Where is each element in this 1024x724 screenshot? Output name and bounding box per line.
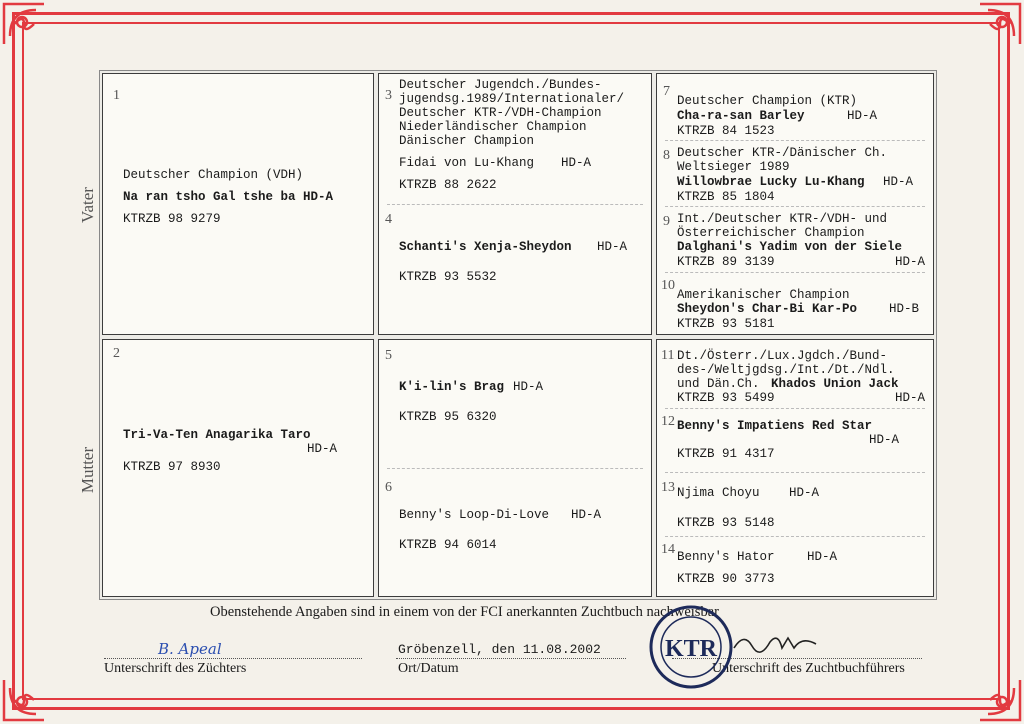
hd-grade: HD-A — [895, 391, 926, 405]
pedigree-cell-3-4 — [378, 73, 652, 335]
registration-number: KTRZB 85 1804 — [677, 190, 775, 204]
hd-grade: HD-A — [807, 550, 838, 564]
dog-name: Benny's Hator — [677, 550, 775, 564]
hd-grade: HD-A — [847, 109, 878, 123]
dog-name: Fidai von Lu-Khang — [399, 156, 535, 170]
hd-grade: HD-A — [789, 486, 820, 500]
cell-title: und Dän.Ch. — [677, 377, 760, 391]
registration-number: KTRZB 94 6014 — [399, 538, 497, 552]
corner-ornament-icon — [976, 676, 1024, 724]
divider — [665, 140, 925, 141]
hd-grade: HD-A — [561, 156, 592, 170]
fci-notice: Obenstehende Angaben sind in einem von der FCI anerkannten Zuchtbuch nachweisbar — [210, 604, 719, 620]
registration-number: KTRZB 91 4317 — [677, 447, 775, 461]
hd-grade: HD-A — [869, 433, 900, 447]
cell-title: Amerikanischer Champion — [677, 288, 850, 302]
divider — [387, 468, 643, 469]
pedigree-cell-11-14 — [656, 339, 934, 597]
cell-title: Deutscher Champion (VDH) — [123, 168, 304, 182]
cell-title: Deutscher KTR-/VDH-Champion — [399, 106, 602, 120]
registration-number: KTRZB 93 5181 — [677, 317, 775, 331]
dog-name: Schanti's Xenja-Sheydon — [399, 240, 572, 254]
hd-grade: HD-A — [895, 255, 926, 269]
dog-name: Sheydon's Char-Bi Kar-Po — [677, 302, 858, 316]
breeder-signature-label: Unterschrift des Züchters — [104, 661, 247, 676]
cell-number: 10 — [661, 278, 675, 293]
divider — [665, 206, 925, 207]
place-date-label: Ort/Datum — [398, 661, 459, 676]
cell-title: Weltsieger 1989 — [677, 160, 790, 174]
registration-number: KTRZB 97 8930 — [123, 460, 221, 474]
hd-grade: HD-B — [889, 302, 920, 316]
dog-name: Tri-Va-Ten Anagarika Taro — [123, 428, 311, 442]
divider — [665, 536, 925, 537]
cell-number: 8 — [663, 148, 670, 163]
corner-ornament-icon — [0, 676, 48, 724]
hd-grade: HD-A — [883, 175, 914, 189]
corner-ornament-icon — [976, 0, 1024, 48]
ktr-stamp — [648, 604, 734, 690]
cell-number: 13 — [661, 480, 675, 495]
cell-number: 14 — [661, 542, 675, 557]
hd-grade: HD-A — [307, 442, 338, 456]
dog-name: Willowbrae Lucky Lu-Khang — [677, 175, 865, 189]
stamp-text: KTR — [664, 636, 718, 662]
breeder-signature: B. Apeal — [158, 640, 222, 658]
divider — [665, 408, 925, 409]
dog-name: Benny's Impatiens Red Star — [677, 419, 873, 433]
hd-grade: HD-A — [571, 508, 602, 522]
breeder-signature-line — [104, 658, 362, 659]
cell-title: jugendsg.1989/Internationaler/ — [399, 92, 625, 106]
pedigree-cell-5-6 — [378, 339, 652, 597]
place-date: Gröbenzell, den 11.08.2002 — [398, 642, 601, 657]
place-date-line — [396, 658, 626, 659]
registration-number: KTRZB 93 5148 — [677, 516, 775, 530]
pedigree-cell-1 — [102, 73, 374, 335]
cell-number: 5 — [385, 348, 392, 363]
pedigree-cell-7-10 — [656, 73, 934, 335]
dog-name: Cha-ra-san Barley — [677, 109, 805, 123]
cell-title: Dänischer Champion — [399, 134, 535, 148]
registration-number: KTRZB 90 3773 — [677, 572, 775, 586]
cell-number: 9 — [663, 214, 670, 229]
cell-title: Deutscher Jugendch./Bundes- — [399, 78, 602, 92]
cell-number: 7 — [663, 84, 670, 99]
cell-title: Dt./Österr./Lux.Jgdch./Bund- — [677, 349, 888, 363]
divider — [387, 204, 643, 205]
dog-name: Na ran tsho Gal tshe ba HD-A — [123, 190, 334, 204]
registration-number: KTRZB 93 5499 — [677, 391, 775, 405]
hd-grade: HD-A — [597, 240, 628, 254]
cell-number: 1 — [113, 88, 120, 103]
dog-name: Dalghani's Yadim von der Siele — [677, 240, 903, 254]
cell-number: 6 — [385, 480, 392, 495]
pedigree-table — [99, 70, 937, 600]
cell-title: des-/Weltjgdsg./Int./Dt./Ndl. — [677, 363, 895, 377]
pedigree-cell-2 — [102, 339, 374, 597]
registration-number: KTRZB 84 1523 — [677, 124, 775, 138]
dog-name: K'i-lin's Brag — [399, 380, 505, 394]
cell-number: 2 — [113, 346, 120, 361]
cell-number: 12 — [661, 414, 675, 429]
dog-name: Njima Choyu — [677, 486, 760, 500]
registration-number: KTRZB 98 9279 — [123, 212, 221, 226]
registration-number: KTRZB 95 6320 — [399, 410, 497, 424]
divider — [665, 472, 925, 473]
cell-number: 3 — [385, 88, 392, 103]
cell-number: 4 — [385, 212, 392, 227]
cell-number: 11 — [661, 348, 675, 363]
cell-title: Österreichischer Champion — [677, 226, 865, 240]
cell-title: Deutscher Champion (KTR) — [677, 94, 858, 108]
divider — [665, 272, 925, 273]
registration-number: KTRZB 89 3139 — [677, 255, 775, 269]
registration-number: KTRZB 93 5532 — [399, 270, 497, 284]
cell-title: Int./Deutscher KTR-/VDH- und — [677, 212, 888, 226]
vater-label: Vater — [78, 187, 97, 223]
registrar-signature-label: Unterschrift des Zuchtbuchführers — [712, 661, 905, 676]
registration-number: KTRZB 88 2622 — [399, 178, 497, 192]
mutter-label: Mutter — [78, 446, 97, 494]
dog-name: Khados Union Jack — [771, 377, 899, 391]
corner-ornament-icon — [0, 0, 48, 48]
cell-title: Deutscher KTR-/Dänischer Ch. — [677, 146, 888, 160]
dog-name: Benny's Loop-Di-Love — [399, 508, 550, 522]
cell-title: Niederländischer Champion — [399, 120, 587, 134]
hd-grade: HD-A — [513, 380, 544, 394]
registrar-signature-scribble — [730, 628, 820, 656]
